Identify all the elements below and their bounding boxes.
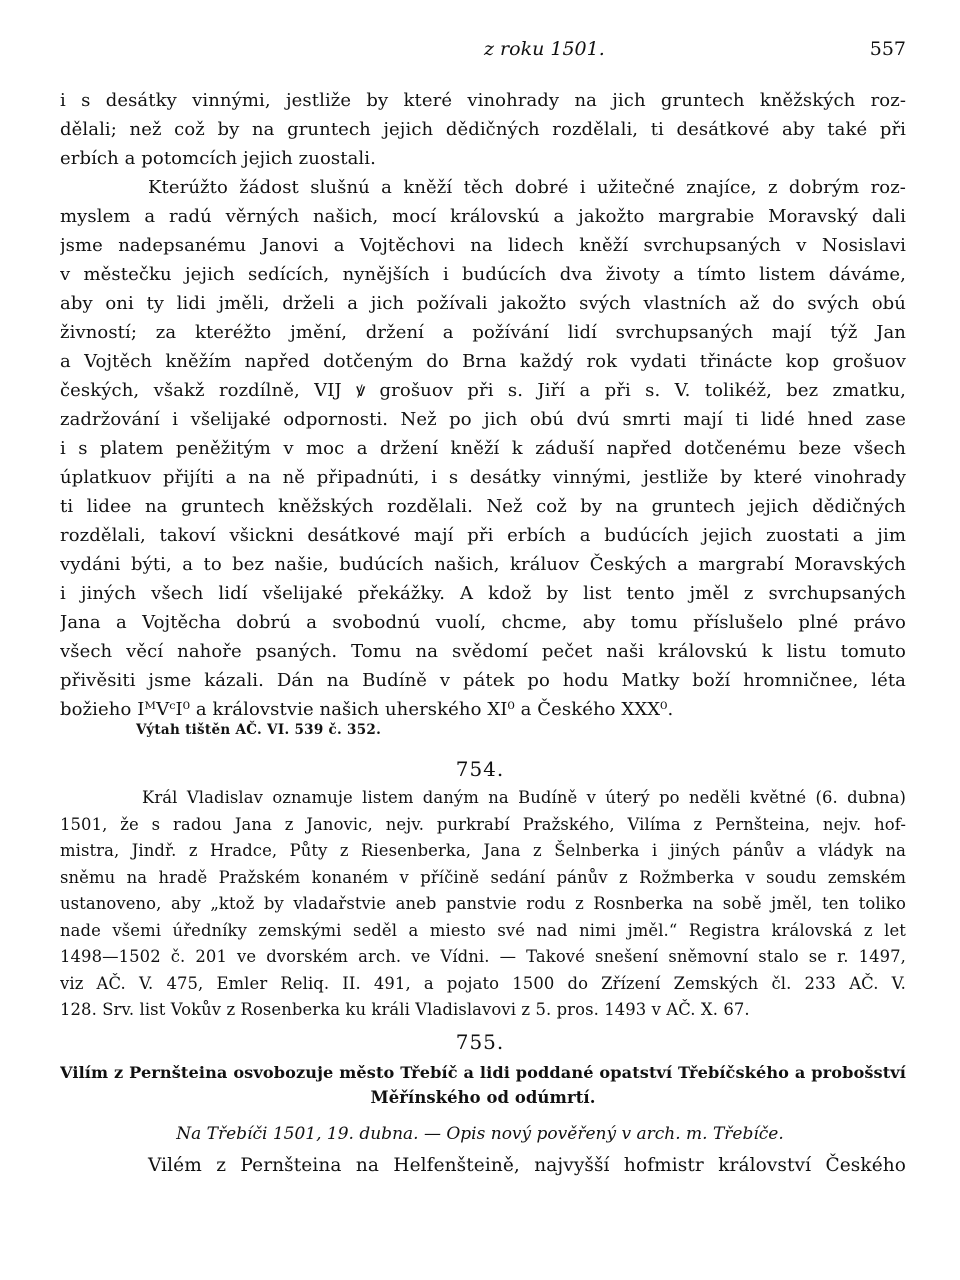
regest-754: [60, 785, 906, 1024]
regest-line: 1498—1502 č. 201 ve dvorském arch. ve Vídni. — Takové snešení sněmovní stalo se r. 1497,: [60, 947, 906, 966]
text-line: erbích a potomcích jejich zuostali.: [60, 148, 376, 169]
text-line: zadržování i všelijaké odpornosti. Než po jich obú dvú smrti mají ti lidé hned zase: [60, 409, 906, 430]
document-number-754: 754.: [455, 757, 505, 781]
title-line: Měřínského od odúmrtí.: [370, 1088, 596, 1107]
regest-line: 1501, že s radou Jana z Janovic, nejv. purkrabí Pražského, Vilíma z Pernšteina, nejv. hof-: [60, 814, 906, 834]
text-line: úplatkuov přijíti a na ně připadnúti, i s desátky vinnými, jestliže by které vinohrady: [60, 467, 906, 488]
text-line: i jiných všech lidí všelijaké překážky. A kdož by list tento jměl z svrchupsaných: [60, 583, 906, 604]
text-line: dělali; než což by na gruntech jejich dědičných rozdělali, ti desátkové aby také při: [60, 119, 906, 140]
text-line: živností; za kteréžto jmění, držení a požívání lidí svrchupsaných mají týž Jan: [60, 322, 906, 343]
text-line: ti lidee na gruntech kněžských rozdělali. Než což by na gruntech jejich dědičných: [60, 496, 906, 517]
dating-line: Na Třebíči 1501, 19. dubna. — Opis nový pověřený v arch. m. Třebíče.: [176, 1124, 784, 1144]
title-line: Vilím z Pernšteina osvobozuje město Třebíč a lidi poddané opatství Třebíčského a probošství: [60, 1063, 906, 1082]
running-title: z roku 1501.: [484, 38, 605, 60]
charter-755-text: [60, 1151, 906, 1180]
text-line: v městečku jejich sedících, nynějších i budúcích dva životy a tímto listem dáváme,: [60, 264, 906, 285]
regest-line: mistra, Jindř. z Hradce, Půty z Riesenberka, Jana z Šelnberka i jiných pánův a vládyk na: [60, 841, 906, 860]
regest-line: ustanoveno, aby „ktož by vladařstvie aneb panstvie rodu z Rosnberka na sobě jměl, ten toliko: [60, 894, 906, 913]
page-header: [60, 38, 906, 64]
regest-line: sněmu na hradě Pražském konaném v příčině sedání pánův z Rožmberka v soudu zemském: [60, 867, 906, 887]
text-line: vydáni býti, a to bez našie, budúcích našich, králuov Českých a margrabí Moravských: [60, 554, 906, 575]
text-line: Kterúžto žádost slušnú a kněží těch dobré i užitečné znajíce, z dobrým roz-: [148, 177, 906, 198]
text-line: jsme nadepsanému Janovi a Vojtěchovi na lidech kněží svrchupsaných v Nosislavi: [60, 235, 906, 256]
document-title-755: [60, 1060, 906, 1110]
regest-line: Král Vladislav oznamuje listem daným na Budíně v úterý po neděli květné (6. dubna): [142, 788, 906, 807]
regest-line: 128. Srv. list Vokův z Rosenberka ku králi Vladislavovi z 5. pros. 1493 v AČ. X. 67.: [60, 1000, 750, 1019]
text-line: Jana a Vojtěcha dobrú a svobodnú vuolí, chcme, aby tomu příslušelo plné právo: [60, 612, 906, 633]
regest-line: nade všemi úředníky zemskými seděl a miesto své nad nimi jměl.“ Registra královská z let: [60, 920, 906, 940]
regest-line: viz AČ. V. 475, Emler Reliq. II. 491, a pojato 1500 do Zřízení Zemských čl. 233 AČ. V.: [60, 973, 906, 993]
text-line: Vilém z Pernšteina na Helfenšteině, najvyšší hofmistr království Českého: [148, 1155, 906, 1176]
document-number-755: 755.: [455, 1030, 505, 1054]
text-line: i s desátky vinnými, jestliže by které vinohrady na jich gruntech kněžských roz-: [60, 90, 906, 111]
text-line: i s platem peněžitým v moc a držení kněží k záduší napřed dotčenému beze všech: [60, 438, 906, 459]
charter-753-text: [60, 86, 906, 724]
text-line: myslem a radú věrných našich, mocí královskú a jakožto margrabie Moravský dali: [60, 206, 906, 227]
text-line: božieho IᴹVᶜI⁰ a královstvie našich uherského XI⁰ a Českého XXX⁰.: [60, 699, 674, 720]
text-line: přivěsiti jsme kázali. Dán na Budíně v pátek po hodu Matky boží hromničnee, léta: [60, 670, 906, 691]
text-line: a Vojtěch kněžím napřed dotčeným do Brna každý rok vydati třinácte kop grošuov: [60, 351, 906, 372]
source-note: Výtah tištěn AČ. VI. 539 č. 352.: [136, 722, 382, 738]
text-line: všech věcí nahoře psaných. Tomu na svědomí pečet naši královskú k listu tomuto: [60, 641, 906, 662]
page-number: 557: [869, 38, 906, 60]
text-line: aby oni ty lidi jměli, drželi a jich požívali jakožto svých vlastních až do svých obú: [60, 293, 906, 314]
text-line: rozdělali, takoví všickni desátkové mají při erbích a budúcích jejich zuostati a jim: [60, 525, 906, 546]
text-line: českých, všakž rozdílně, VIJ ꝟ grošuov při s. Jiří a při s. V. tolikéž, bez zmatku,: [60, 380, 906, 401]
